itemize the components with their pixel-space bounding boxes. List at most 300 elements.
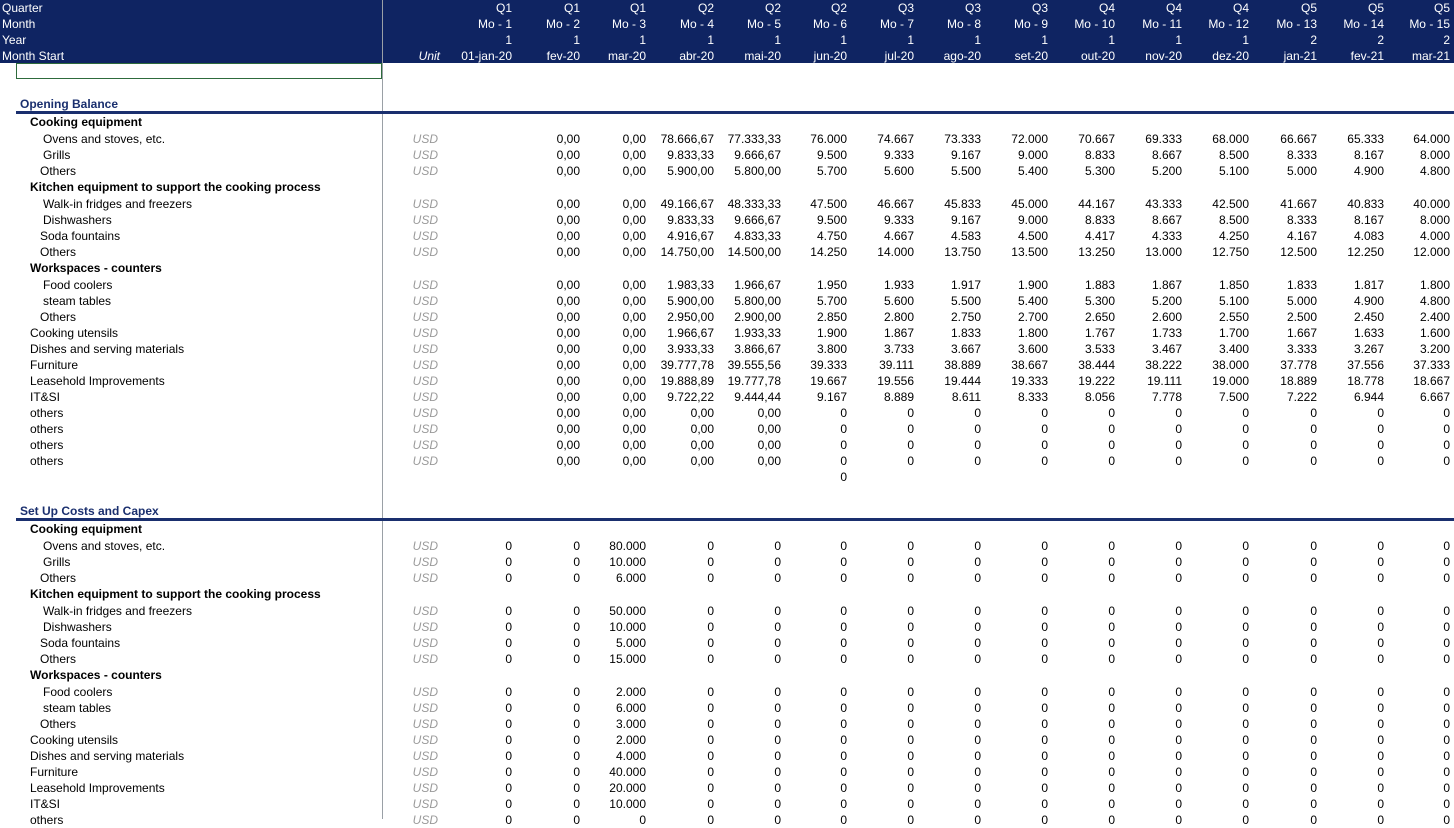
value-cell[interactable]: 0,00 — [622, 278, 646, 292]
value-cell[interactable]: 0 — [1041, 652, 1048, 666]
value-cell[interactable]: 0,00 — [622, 422, 646, 436]
value-cell[interactable]: 0,00 — [622, 294, 646, 308]
value-cell[interactable]: 0 — [1443, 765, 1450, 779]
value-cell[interactable]: 0 — [974, 539, 981, 553]
value-cell[interactable] — [448, 357, 512, 373]
value-cell[interactable]: 0 — [974, 717, 981, 731]
value-cell[interactable]: 0 — [1443, 813, 1450, 827]
value-cell[interactable]: 0 — [974, 765, 981, 779]
value-cell[interactable]: 0 — [573, 555, 580, 569]
value-cell[interactable]: 0 — [1310, 438, 1317, 452]
value-cell[interactable]: 0 — [1041, 539, 1048, 553]
value-cell[interactable]: 0 — [974, 571, 981, 585]
value-cell[interactable]: 1.883 — [1084, 278, 1115, 292]
value-cell[interactable]: 19.777,78 — [727, 374, 781, 388]
value-cell[interactable]: 0 — [1175, 685, 1182, 699]
value-cell[interactable]: 40.000 — [609, 765, 646, 779]
value-cell[interactable]: 0 — [505, 765, 512, 779]
value-cell[interactable]: 2.600 — [1151, 310, 1182, 324]
value-cell[interactable]: 0,00 — [622, 213, 646, 227]
value-cell[interactable]: 0 — [1242, 454, 1249, 468]
value-cell[interactable]: 37.778 — [1280, 358, 1317, 372]
value-cell[interactable]: 8.667 — [1151, 213, 1182, 227]
value-cell[interactable]: 0 — [1108, 422, 1115, 436]
value-cell[interactable]: 0 — [1041, 571, 1048, 585]
value-cell[interactable] — [448, 212, 512, 228]
value-cell[interactable]: 5.800,00 — [734, 294, 781, 308]
value-cell[interactable]: 0 — [774, 539, 781, 553]
value-cell[interactable] — [448, 131, 512, 147]
value-cell[interactable]: 0 — [1310, 406, 1317, 420]
value-cell[interactable]: 3.400 — [1218, 342, 1249, 356]
value-cell[interactable]: 1.900 — [816, 326, 847, 340]
value-cell[interactable]: 0 — [1443, 620, 1450, 634]
value-cell[interactable]: 1.700 — [1218, 326, 1249, 340]
value-cell[interactable]: 0 — [840, 797, 847, 811]
value-cell[interactable]: 1.966,67 — [667, 326, 714, 340]
value-cell[interactable]: 0 — [1242, 620, 1249, 634]
value-cell[interactable]: 0 — [707, 701, 714, 715]
value-cell[interactable]: 18.889 — [1280, 374, 1317, 388]
group-header-row[interactable] — [0, 114, 1454, 130]
value-cell[interactable]: 0 — [1242, 749, 1249, 763]
value-cell[interactable]: 76.000 — [810, 132, 847, 146]
value-cell[interactable]: 9.000 — [1017, 148, 1048, 162]
value-cell[interactable]: 1.833 — [1286, 278, 1317, 292]
value-cell[interactable]: 0 — [1377, 749, 1384, 763]
table-row[interactable] — [0, 538, 1454, 554]
value-cell[interactable]: 0 — [1443, 539, 1450, 553]
value-cell[interactable]: 0 — [1443, 636, 1450, 650]
value-cell[interactable]: 0 — [1377, 406, 1384, 420]
value-cell[interactable]: 0 — [1310, 733, 1317, 747]
value-cell[interactable]: 0 — [505, 717, 512, 731]
value-cell[interactable]: 0 — [1108, 685, 1115, 699]
value-cell[interactable]: 38.889 — [944, 358, 981, 372]
value-cell[interactable]: 2.400 — [1419, 310, 1450, 324]
value-cell[interactable]: 0 — [1041, 717, 1048, 731]
value-cell[interactable]: 38.222 — [1145, 358, 1182, 372]
value-cell[interactable]: 0 — [505, 636, 512, 650]
value-cell[interactable]: 0 — [840, 406, 847, 420]
value-cell[interactable]: 0 — [505, 620, 512, 634]
table-row[interactable] — [0, 373, 1454, 389]
value-cell[interactable]: 0 — [1175, 604, 1182, 618]
value-cell[interactable]: 0 — [840, 652, 847, 666]
value-cell[interactable]: 0 — [1108, 652, 1115, 666]
value-cell[interactable]: 0,00 — [757, 454, 781, 468]
table-row[interactable] — [0, 357, 1454, 373]
value-cell[interactable]: 0 — [1175, 733, 1182, 747]
value-cell[interactable]: 70.667 — [1078, 132, 1115, 146]
value-cell[interactable]: 1.733 — [1151, 326, 1182, 340]
value-cell[interactable]: 1.917 — [950, 278, 981, 292]
value-cell[interactable]: 3.667 — [950, 342, 981, 356]
value-cell[interactable]: 0 — [1108, 406, 1115, 420]
value-cell[interactable]: 0 — [1310, 652, 1317, 666]
value-cell[interactable]: 77.333,33 — [727, 132, 781, 146]
value-cell[interactable]: 0 — [1443, 733, 1450, 747]
value-cell[interactable]: 1.633 — [1353, 326, 1384, 340]
table-row[interactable] — [0, 764, 1454, 780]
value-cell[interactable]: 0 — [707, 781, 714, 795]
value-cell[interactable]: 0 — [974, 422, 981, 436]
value-cell[interactable]: 0,00 — [556, 229, 580, 243]
value-cell[interactable]: 64.000 — [1413, 132, 1450, 146]
value-cell[interactable]: 0,00 — [690, 406, 714, 420]
value-cell[interactable]: 0 — [1377, 555, 1384, 569]
value-cell[interactable]: 8.833 — [1084, 213, 1115, 227]
value-cell[interactable]: 0 — [1377, 717, 1384, 731]
value-cell[interactable]: 0,00 — [690, 438, 714, 452]
value-cell[interactable]: 9.722,22 — [667, 390, 714, 404]
value-cell[interactable]: 3.866,67 — [734, 342, 781, 356]
value-cell[interactable]: 9.167 — [950, 148, 981, 162]
value-cell[interactable]: 0 — [1310, 571, 1317, 585]
value-cell[interactable]: 0 — [1310, 620, 1317, 634]
value-cell[interactable]: 5.000 — [1286, 294, 1317, 308]
value-cell[interactable]: 8.889 — [883, 390, 914, 404]
value-cell[interactable]: 19.444 — [944, 374, 981, 388]
value-cell[interactable]: 0 — [1108, 717, 1115, 731]
value-cell[interactable]: 0 — [1310, 749, 1317, 763]
value-cell[interactable]: 12.500 — [1280, 245, 1317, 259]
value-cell[interactable]: 0 — [1242, 604, 1249, 618]
value-cell[interactable]: 4.083 — [1353, 229, 1384, 243]
value-cell[interactable]: 0 — [1108, 454, 1115, 468]
value-cell[interactable]: 2.650 — [1084, 310, 1115, 324]
table-row[interactable] — [0, 716, 1454, 732]
value-cell[interactable]: 5.000 — [615, 636, 646, 650]
table-row[interactable] — [0, 293, 1454, 309]
value-cell[interactable]: 0 — [1175, 539, 1182, 553]
value-cell[interactable]: 5.300 — [1084, 294, 1115, 308]
value-cell[interactable]: 0 — [1443, 571, 1450, 585]
value-cell[interactable]: 0 — [774, 717, 781, 731]
value-cell[interactable]: 1.933,33 — [734, 326, 781, 340]
value-cell[interactable]: 0 — [974, 438, 981, 452]
value-cell[interactable]: 3.800 — [816, 342, 847, 356]
value-cell[interactable]: 8.500 — [1218, 148, 1249, 162]
value-cell[interactable]: 72.000 — [1011, 132, 1048, 146]
value-cell[interactable]: 0 — [907, 701, 914, 715]
value-cell[interactable]: 0 — [1377, 438, 1384, 452]
value-cell[interactable]: 4.800 — [1419, 294, 1450, 308]
value-cell[interactable]: 0 — [1242, 539, 1249, 553]
value-cell[interactable]: 5.900,00 — [667, 294, 714, 308]
value-cell[interactable]: 1.817 — [1353, 278, 1384, 292]
value-cell[interactable]: 0 — [1242, 813, 1249, 827]
value-cell[interactable]: 44.167 — [1078, 197, 1115, 211]
value-cell[interactable]: 3.933,33 — [667, 342, 714, 356]
value-cell[interactable] — [448, 196, 512, 212]
value-cell[interactable]: 0 — [707, 685, 714, 699]
value-cell[interactable]: 0 — [1108, 555, 1115, 569]
value-cell[interactable]: 0 — [505, 701, 512, 715]
value-cell[interactable]: 4.333 — [1151, 229, 1182, 243]
value-cell[interactable]: 68.000 — [1212, 132, 1249, 146]
table-row[interactable] — [0, 244, 1454, 260]
value-cell[interactable]: 0 — [573, 539, 580, 553]
value-cell[interactable]: 38.000 — [1212, 358, 1249, 372]
value-cell[interactable]: 0 — [974, 454, 981, 468]
value-cell[interactable]: 0 — [1108, 620, 1115, 634]
value-cell[interactable]: 12.750 — [1212, 245, 1249, 259]
value-cell[interactable]: 0 — [907, 765, 914, 779]
value-cell[interactable]: 0,00 — [622, 132, 646, 146]
value-cell[interactable]: 0 — [840, 636, 847, 650]
value-cell[interactable]: 0 — [1175, 797, 1182, 811]
value-cell[interactable]: 1.600 — [1419, 326, 1450, 340]
value-cell[interactable]: 48.333,33 — [727, 197, 781, 211]
value-cell[interactable]: 0 — [1377, 652, 1384, 666]
value-cell[interactable] — [448, 453, 512, 469]
table-row[interactable] — [0, 196, 1454, 212]
value-cell[interactable]: 3.533 — [1084, 342, 1115, 356]
value-cell[interactable]: 3.000 — [615, 717, 646, 731]
value-cell[interactable]: 0 — [1242, 717, 1249, 731]
value-cell[interactable]: 0 — [840, 765, 847, 779]
table-row[interactable] — [0, 651, 1454, 667]
value-cell[interactable] — [448, 244, 512, 260]
value-cell[interactable]: 0 — [974, 685, 981, 699]
value-cell[interactable]: 0 — [1242, 571, 1249, 585]
value-cell[interactable]: 43.333 — [1145, 197, 1182, 211]
value-cell[interactable]: 14.000 — [877, 245, 914, 259]
value-cell[interactable] — [448, 405, 512, 421]
value-cell[interactable]: 19.222 — [1078, 374, 1115, 388]
value-cell[interactable]: 19.556 — [877, 374, 914, 388]
table-row[interactable] — [0, 325, 1454, 341]
value-cell[interactable]: 45.833 — [944, 197, 981, 211]
value-cell[interactable]: 0 — [774, 813, 781, 827]
value-cell[interactable]: 2.550 — [1218, 310, 1249, 324]
value-cell[interactable]: 0 — [505, 749, 512, 763]
value-cell[interactable]: 0 — [1443, 652, 1450, 666]
value-cell[interactable]: 0 — [840, 620, 847, 634]
value-cell[interactable]: 0 — [1443, 781, 1450, 795]
value-cell[interactable]: 0 — [707, 539, 714, 553]
value-cell[interactable]: 5.600 — [883, 294, 914, 308]
value-cell[interactable]: 0 — [840, 685, 847, 699]
value-cell[interactable]: 8.000 — [1419, 213, 1450, 227]
value-cell[interactable]: 2.000 — [615, 685, 646, 699]
value-cell[interactable]: 0 — [505, 797, 512, 811]
value-cell[interactable]: 4.667 — [883, 229, 914, 243]
value-cell[interactable]: 0 — [907, 733, 914, 747]
value-cell[interactable]: 7.222 — [1286, 390, 1317, 404]
value-cell[interactable]: 74.667 — [877, 132, 914, 146]
value-cell[interactable]: 0 — [1242, 797, 1249, 811]
value-cell[interactable]: 80.000 — [609, 539, 646, 553]
value-cell[interactable]: 0 — [1041, 454, 1048, 468]
value-cell[interactable]: 4.500 — [1017, 229, 1048, 243]
value-cell[interactable]: 0 — [974, 652, 981, 666]
value-cell[interactable]: 0 — [907, 422, 914, 436]
value-cell[interactable]: 0 — [840, 733, 847, 747]
value-cell[interactable]: 0,00 — [556, 294, 580, 308]
value-cell[interactable]: 0 — [505, 539, 512, 553]
value-cell[interactable]: 9.833,33 — [667, 148, 714, 162]
value-cell[interactable]: 0 — [840, 749, 847, 763]
value-cell[interactable]: 0 — [840, 454, 847, 468]
value-cell[interactable]: 0 — [1310, 717, 1317, 731]
table-row[interactable] — [0, 212, 1454, 228]
value-cell[interactable]: 0 — [573, 813, 580, 827]
value-cell[interactable]: 0 — [1175, 652, 1182, 666]
value-cell[interactable]: 2.850 — [816, 310, 847, 324]
value-cell[interactable]: 0 — [1443, 797, 1450, 811]
value-cell[interactable]: 0 — [1443, 717, 1450, 731]
value-cell[interactable]: 0 — [1108, 701, 1115, 715]
value-cell[interactable]: 0,00 — [556, 132, 580, 146]
table-row[interactable] — [0, 796, 1454, 812]
value-cell[interactable]: 0 — [774, 652, 781, 666]
value-cell[interactable]: 4.750 — [816, 229, 847, 243]
value-cell[interactable]: 18.778 — [1347, 374, 1384, 388]
value-cell[interactable]: 0 — [1041, 636, 1048, 650]
value-cell[interactable]: 0,00 — [622, 197, 646, 211]
value-cell[interactable]: 0,00 — [556, 197, 580, 211]
selected-cell[interactable] — [16, 63, 382, 79]
value-cell[interactable]: 0 — [573, 717, 580, 731]
table-row[interactable] — [0, 437, 1454, 453]
table-row[interactable] — [0, 277, 1454, 293]
value-cell[interactable]: 0 — [1242, 422, 1249, 436]
value-cell[interactable]: 0 — [1377, 733, 1384, 747]
value-cell[interactable] — [448, 325, 512, 341]
value-cell[interactable]: 0 — [1310, 797, 1317, 811]
value-cell[interactable]: 0 — [1108, 813, 1115, 827]
value-cell[interactable]: 0 — [907, 717, 914, 731]
value-cell[interactable]: 0 — [1310, 685, 1317, 699]
value-cell[interactable]: 40.833 — [1347, 197, 1384, 211]
value-cell[interactable]: 0 — [1175, 781, 1182, 795]
value-cell[interactable]: 4.250 — [1218, 229, 1249, 243]
value-cell[interactable]: 3.200 — [1419, 342, 1450, 356]
group-header-row[interactable] — [0, 667, 1454, 683]
value-cell[interactable]: 0 — [840, 604, 847, 618]
value-cell[interactable]: 5.200 — [1151, 164, 1182, 178]
value-cell[interactable]: 0 — [1175, 636, 1182, 650]
value-cell[interactable] — [448, 228, 512, 244]
value-cell[interactable]: 0 — [907, 797, 914, 811]
value-cell[interactable]: 0 — [1377, 813, 1384, 827]
value-cell[interactable]: 0,00 — [622, 245, 646, 259]
value-cell[interactable]: 0 — [840, 781, 847, 795]
value-cell[interactable]: 0 — [1242, 685, 1249, 699]
group-header-row[interactable] — [0, 521, 1454, 537]
value-cell[interactable]: 0 — [774, 701, 781, 715]
value-cell[interactable]: 8.056 — [1084, 390, 1115, 404]
value-cell[interactable]: 0 — [573, 636, 580, 650]
group-header-row[interactable] — [0, 586, 1454, 602]
value-cell[interactable]: 2.800 — [883, 310, 914, 324]
value-cell[interactable]: 4.167 — [1286, 229, 1317, 243]
value-cell[interactable]: 0 — [1377, 571, 1384, 585]
value-cell[interactable]: 0 — [505, 652, 512, 666]
table-row[interactable] — [0, 147, 1454, 163]
value-cell[interactable] — [448, 389, 512, 405]
value-cell[interactable]: 19.888,89 — [660, 374, 714, 388]
value-cell[interactable]: 0 — [974, 406, 981, 420]
value-cell[interactable]: 0,00 — [556, 213, 580, 227]
value-cell[interactable]: 0 — [1242, 555, 1249, 569]
value-cell[interactable]: 0,00 — [556, 454, 580, 468]
value-cell[interactable]: 0 — [1377, 620, 1384, 634]
value-cell[interactable]: 9.666,67 — [734, 213, 781, 227]
value-cell[interactable]: 19.000 — [1212, 374, 1249, 388]
value-cell[interactable]: 0 — [1108, 733, 1115, 747]
value-cell[interactable]: 0 — [907, 652, 914, 666]
value-cell[interactable] — [448, 163, 512, 179]
value-cell[interactable]: 5.400 — [1017, 164, 1048, 178]
value-cell[interactable]: 0 — [1041, 685, 1048, 699]
value-cell[interactable]: 0 — [1108, 604, 1115, 618]
value-cell[interactable]: 1.983,33 — [667, 278, 714, 292]
value-cell[interactable]: 2.900,00 — [734, 310, 781, 324]
group-header-row[interactable] — [0, 179, 1454, 195]
value-cell[interactable]: 0 — [1443, 685, 1450, 699]
value-cell[interactable]: 0 — [1108, 797, 1115, 811]
value-cell[interactable]: 0 — [774, 571, 781, 585]
value-cell[interactable]: 0 — [840, 438, 847, 452]
value-cell[interactable]: 0 — [840, 717, 847, 731]
value-cell[interactable]: 19.667 — [810, 374, 847, 388]
value-cell[interactable]: 0,00 — [556, 406, 580, 420]
value-cell[interactable]: 0 — [1377, 454, 1384, 468]
value-cell[interactable]: 0,00 — [622, 326, 646, 340]
value-cell[interactable]: 8.500 — [1218, 213, 1249, 227]
value-cell[interactable]: 49.166,67 — [660, 197, 714, 211]
value-cell[interactable]: 2.000 — [615, 733, 646, 747]
value-cell[interactable]: 0 — [1377, 604, 1384, 618]
value-cell[interactable]: 0 — [840, 422, 847, 436]
value-cell[interactable]: 0 — [707, 733, 714, 747]
value-cell[interactable]: 0 — [505, 685, 512, 699]
value-cell[interactable]: 0,00 — [622, 229, 646, 243]
value-cell[interactable]: 0,00 — [556, 278, 580, 292]
table-row[interactable] — [0, 570, 1454, 586]
value-cell[interactable]: 39.111 — [879, 358, 914, 372]
table-row[interactable] — [0, 619, 1454, 635]
value-cell[interactable]: 0,00 — [622, 358, 646, 372]
value-cell[interactable] — [448, 373, 512, 389]
value-cell[interactable]: 8.000 — [1419, 148, 1450, 162]
value-cell[interactable]: 13.500 — [1011, 245, 1048, 259]
value-cell[interactable]: 15.000 — [609, 652, 646, 666]
table-row[interactable] — [0, 163, 1454, 179]
value-cell[interactable]: 9.333 — [883, 213, 914, 227]
table-row[interactable] — [0, 603, 1454, 619]
value-cell[interactable]: 1.867 — [1151, 278, 1182, 292]
value-cell[interactable]: 0 — [974, 555, 981, 569]
value-cell[interactable]: 0 — [1377, 781, 1384, 795]
value-cell[interactable]: 4.417 — [1084, 229, 1115, 243]
value-cell[interactable]: 8.167 — [1353, 148, 1384, 162]
value-cell[interactable]: 1.667 — [1286, 326, 1317, 340]
value-cell[interactable]: 37.333 — [1413, 358, 1450, 372]
value-cell[interactable]: 0,00 — [556, 422, 580, 436]
value-cell[interactable]: 19.111 — [1147, 374, 1182, 388]
value-cell[interactable]: 0 — [1242, 652, 1249, 666]
value-cell[interactable]: 39.555,56 — [727, 358, 781, 372]
value-cell[interactable]: 0 — [707, 813, 714, 827]
value-cell[interactable]: 0 — [707, 765, 714, 779]
value-cell[interactable]: 0,00 — [556, 358, 580, 372]
value-cell[interactable]: 0 — [1443, 749, 1450, 763]
value-cell[interactable]: 0,00 — [622, 438, 646, 452]
